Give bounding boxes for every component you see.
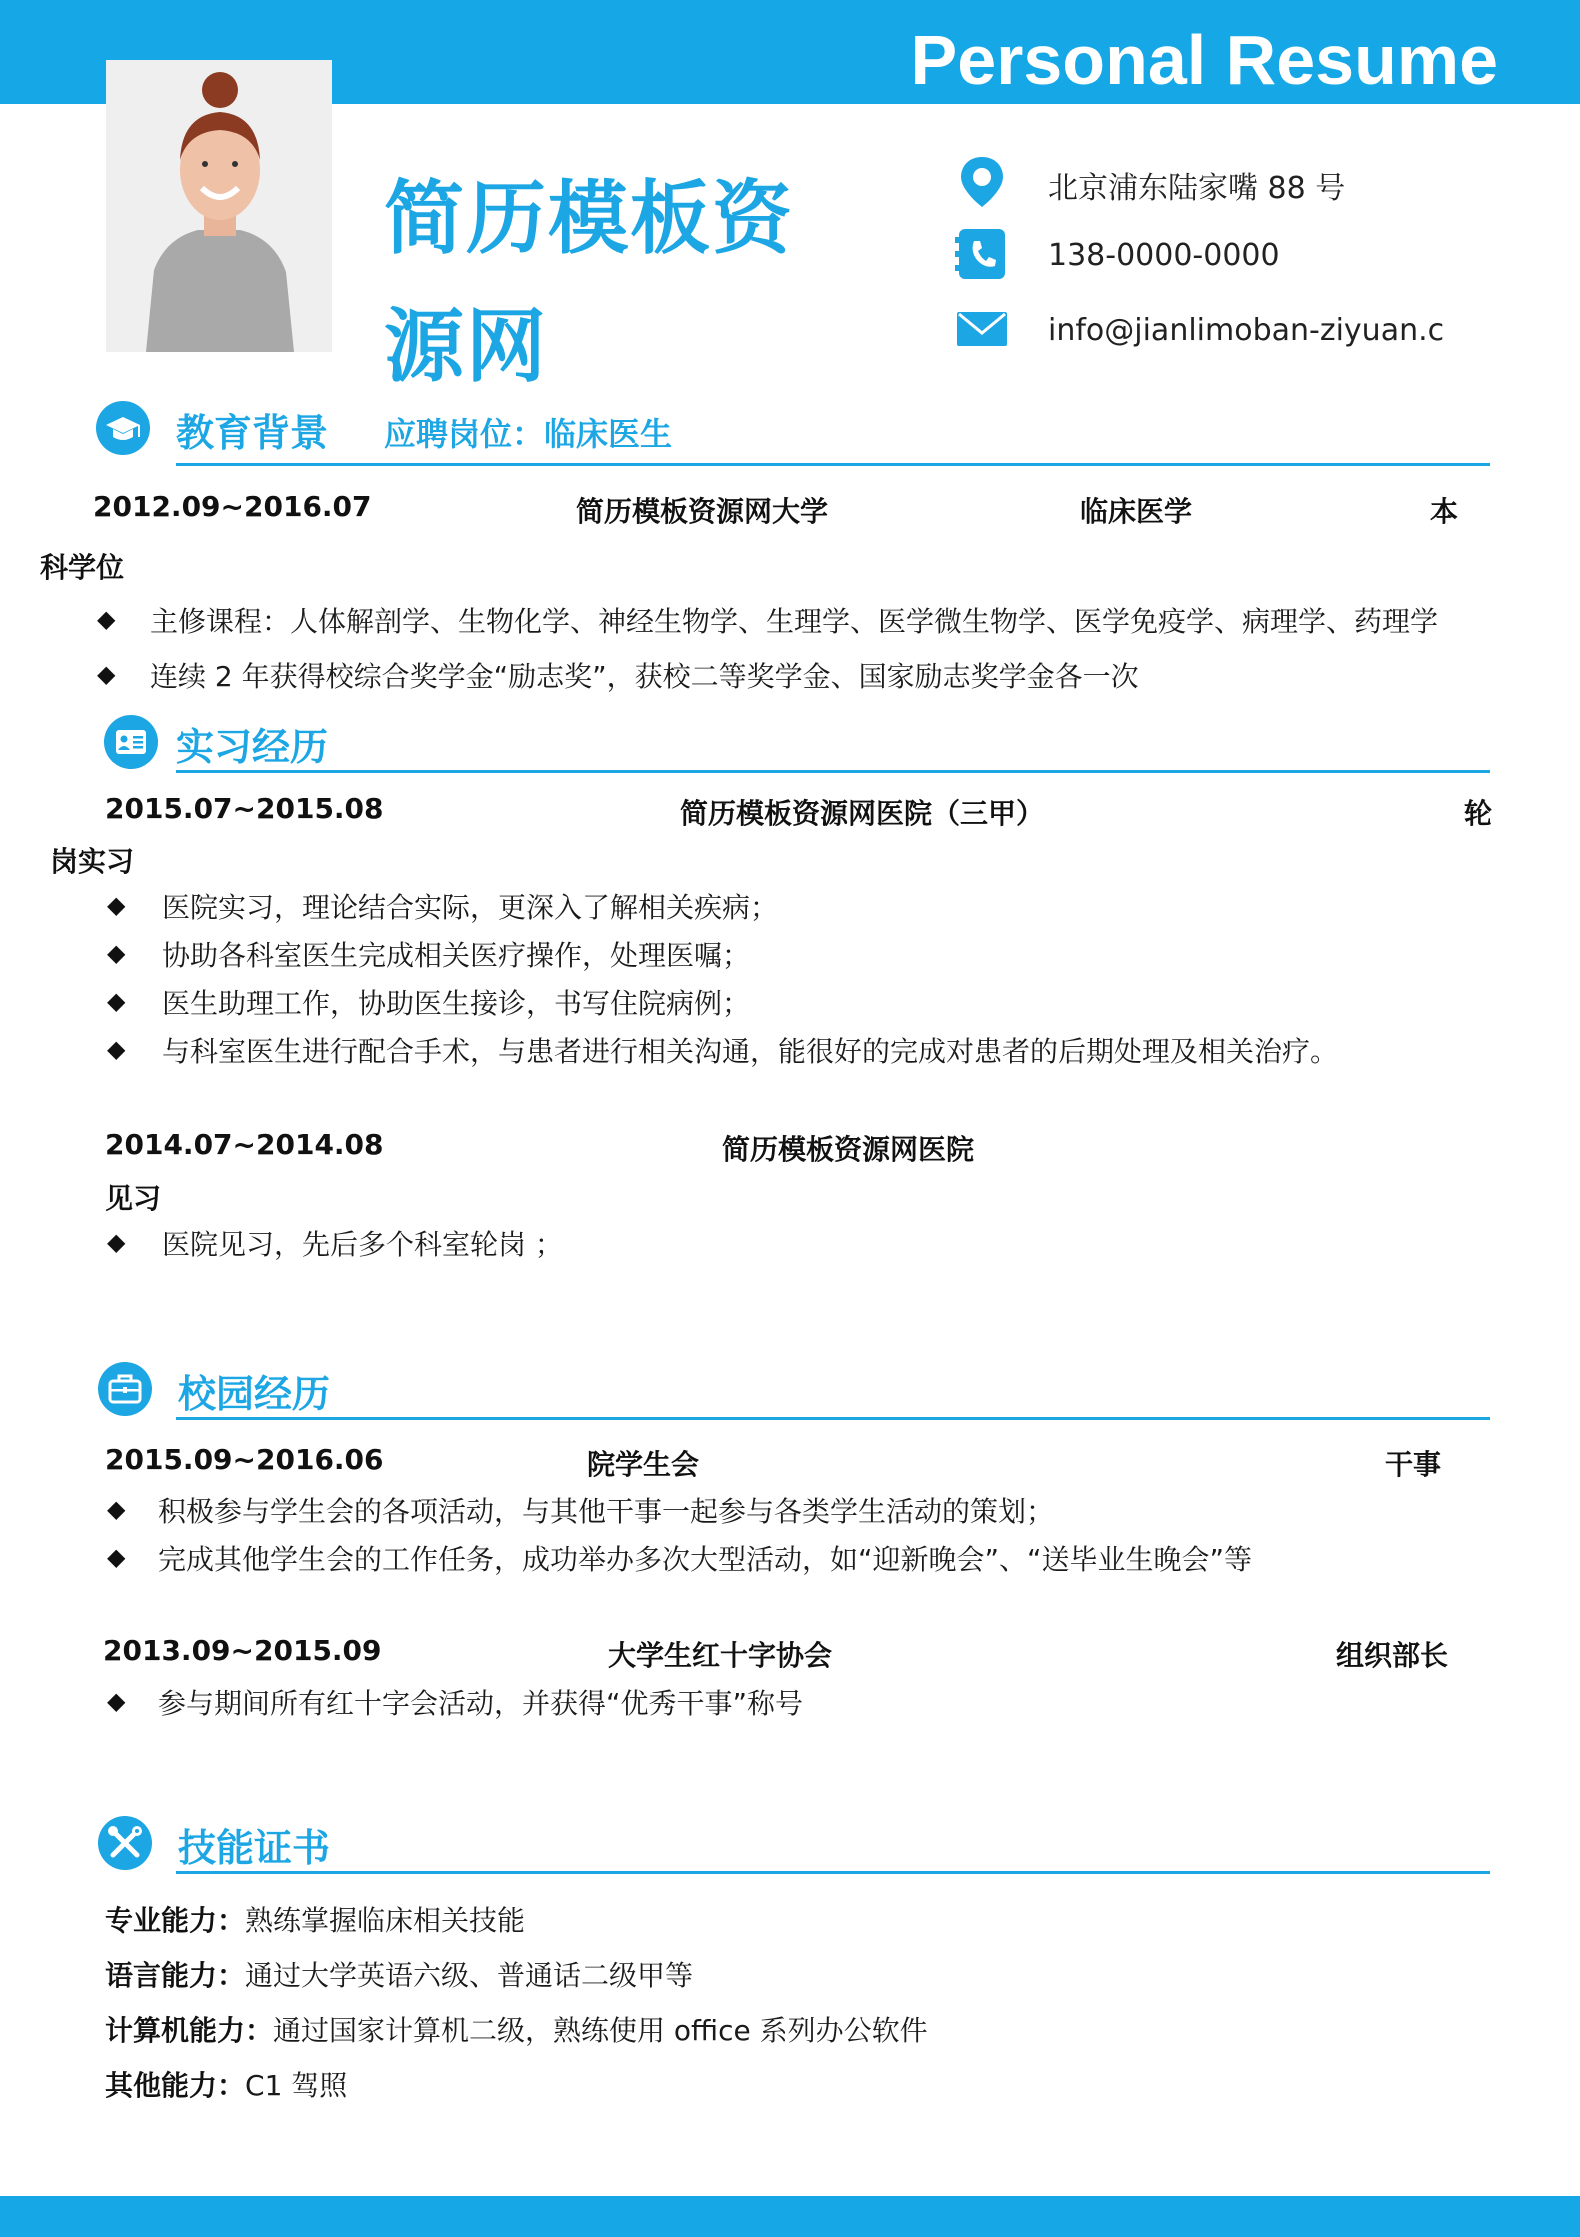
intern-bullet: 协助各科室医生完成相关医疗操作，处理医嘱； (162, 939, 751, 972)
phone-icon (955, 227, 1009, 281)
section-divider (176, 770, 1490, 773)
intern-role-part-2: 岗实习 (50, 845, 135, 878)
section-divider (176, 1871, 1490, 1874)
intern-bullet: 与科室医生进行配合手术，与患者进行相关沟通，能很好的完成对患者的后期处理及相关治疗。 (162, 1035, 1339, 1068)
edu-major: 临床医学 (1080, 495, 1193, 528)
section-title-internship: 实习经历 (176, 725, 329, 769)
bullet-marker: ◆ (107, 1035, 126, 1063)
section-divider (176, 1417, 1490, 1420)
skill-row (105, 1899, 525, 1939)
skill-row (105, 2064, 347, 2104)
bullet-marker: ◆ (97, 605, 116, 633)
intern-bullet: 医院见习，先后多个科室轮岗 ； (162, 1228, 563, 1261)
bullet-marker: ◆ (107, 987, 126, 1015)
campus-org: 院学生会 (587, 1448, 700, 1481)
intern-period: 2015.07~2015.08 (105, 792, 384, 825)
skill-value: 通过国家计算机二级，熟练使用 office 系列办公软件 (273, 2014, 928, 2047)
bullet-marker: ◆ (107, 891, 126, 919)
name-line-2: 源网 (384, 300, 548, 393)
edu-degree-part-2: 科学位 (40, 551, 125, 584)
contact-email: info@jianlimoban-ziyuan.c (1048, 313, 1445, 348)
profile-photo (106, 60, 332, 352)
intern-org: 简历模板资源网医院（三甲） (680, 797, 1045, 830)
intern-org: 简历模板资源网医院 (722, 1133, 975, 1166)
campus-role: 干事 (1385, 1448, 1442, 1481)
section-title-skills: 技能证书 (178, 1826, 331, 1870)
resume-title: Personal Resume (910, 21, 1498, 99)
skill-value: C1 驾照 (245, 2069, 348, 2102)
id-card-icon (104, 715, 158, 769)
intern-period: 2014.07~2014.08 (105, 1128, 384, 1161)
footer-bar (0, 2196, 1580, 2237)
skill-value: 熟练掌握临床相关技能 (245, 1904, 526, 1937)
edu-degree-part-1: 本 (1430, 495, 1459, 528)
skill-row (105, 1954, 693, 1994)
campus-bullet: 参与期间所有红十字会活动，并获得“优秀干事”称号 (158, 1687, 804, 1720)
contact-address: 北京浦东陆家嘴 88 号 (1048, 171, 1346, 206)
campus-period: 2013.09~2015.09 (103, 1634, 382, 1667)
campus-org: 大学生红十字协会 (608, 1639, 833, 1672)
contact-phone: 138-0000-0000 (1048, 238, 1280, 273)
bullet-marker: ◆ (107, 1495, 126, 1523)
candidate-name (384, 155, 804, 411)
edu-bullet: 连续 2 年获得校综合奖学金“励志奖”，获校二等奖学金、国家励志奖学金各一次 (150, 660, 1139, 693)
location-pin-icon (955, 155, 1009, 209)
briefcase-icon (98, 1362, 152, 1416)
bullet-marker: ◆ (107, 1687, 126, 1715)
skill-row (105, 2009, 928, 2049)
skill-value: 通过大学英语六级、普通话二级甲等 (245, 1959, 694, 1992)
intern-role-part-1: 轮 (1464, 797, 1493, 830)
skill-label: 专业能力： (105, 1904, 246, 1937)
job-target: 应聘岗位：临床医生 (384, 415, 673, 453)
bullet-marker: ◆ (97, 660, 116, 688)
bullet-marker: ◆ (107, 1228, 126, 1256)
intern-bullet: 医生助理工作，协助医生接诊，书写住院病例； (162, 987, 751, 1020)
edu-period: 2012.09~2016.07 (93, 490, 372, 523)
bullet-marker: ◆ (107, 939, 126, 967)
graduation-cap-icon (96, 401, 150, 455)
skill-label: 计算机能力： (105, 2014, 274, 2047)
section-divider (176, 463, 1490, 466)
skill-label: 其他能力： (105, 2069, 246, 2102)
edu-school: 简历模板资源网大学 (576, 495, 829, 528)
edu-bullet: 主修课程：人体解剖学、生物化学、神经生物学、生理学、医学微生物学、医学免疫学、病理学、药理学 (150, 605, 1439, 638)
section-title-campus: 校园经历 (178, 1372, 331, 1416)
campus-bullet: 完成其他学生会的工作任务，成功举办多次大型活动，如“迎新晚会”、“送毕业生晚会”等 (158, 1543, 1253, 1576)
email-icon (955, 302, 1009, 356)
skill-label: 语言能力： (105, 1959, 246, 1992)
name-line-1: 简历模板资 (384, 172, 794, 265)
tools-icon (98, 1816, 152, 1870)
campus-period: 2015.09~2016.06 (105, 1443, 384, 1476)
campus-role: 组织部长 (1336, 1639, 1449, 1672)
section-title-education: 教育背景 (176, 411, 329, 455)
intern-role: 见习 (105, 1182, 162, 1215)
bullet-marker: ◆ (107, 1543, 126, 1571)
campus-bullet: 积极参与学生会的各项活动，与其他干事一起参与各类学生活动的策划； (158, 1495, 1055, 1528)
intern-bullet: 医院实习，理论结合实际，更深入了解相关疾病； (162, 891, 779, 924)
